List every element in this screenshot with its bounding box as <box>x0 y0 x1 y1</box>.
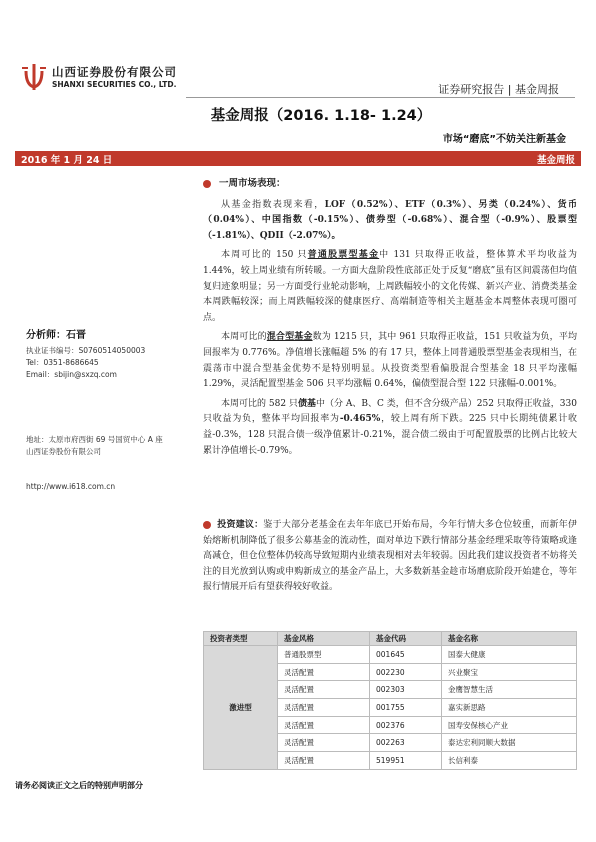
investor-type-cell: 激进型 <box>204 646 278 770</box>
table-header-cell: 投资者类型 <box>204 632 278 646</box>
report-type: 证券研究报告 | 基金周报 <box>438 83 559 96</box>
market-performance-section <box>203 176 577 459</box>
report-title: 基金周报（2016. 1.18- 1.24） <box>210 108 432 124</box>
recommended-funds-table <box>203 631 577 770</box>
company-logo <box>22 61 222 101</box>
fund-code-cell: 001755 <box>370 699 442 717</box>
investment-advice-section <box>203 518 577 596</box>
fund-name-cell: 金鹰智慧生活 <box>442 681 577 699</box>
bond-fund-paragraph: 本周可比的 582 只债基中（分 A、B、C 类，但不含分级产品）252 只取得正收益，330 只收益为负，整体平均回报率为-0.465%，较上周有所下跌。225 只中长期纯债累计收益-0.3%，128 只混合债一级净值累计-0.21%，混合债二级由于可配置股票的比例占比较大累计净值增长-0.79%。 <box>203 398 577 456</box>
company-name-en: SHANXI SECURITIES CO., LTD. <box>52 80 177 89</box>
table-header-cell: 基金名称 <box>442 632 577 646</box>
report-category: 基金周报 <box>536 155 575 166</box>
fund-style-cell: 灵活配置 <box>278 734 370 752</box>
company-logo-icon <box>22 63 46 91</box>
fund-name-cell: 国寿安保核心产业 <box>442 716 577 734</box>
disclaimer-notice: 请务必阅读正文之后的特别声明部分 <box>15 781 143 790</box>
company-name-cn: 山西证券股份有限公司 <box>52 65 177 79</box>
company-website[interactable]: http://www.i618.com.cn <box>26 482 116 491</box>
fund-style-cell: 灵活配置 <box>278 663 370 681</box>
company-address: 地址：太原市府西街 69 号国贸中心 A 座 <box>26 435 163 444</box>
fund-style-cell: 灵活配置 <box>278 699 370 717</box>
fund-name-cell: 兴业聚宝 <box>442 663 577 681</box>
fund-name-cell: 泰达宏利同顺大数据 <box>442 734 577 752</box>
fund-code-cell: 001645 <box>370 646 442 664</box>
stock-fund-paragraph: 本周可比的 150 只普通股票型基金中 131 只取得正收益，整体算术平均收益为 1.44%，较上周业绩有所转暖。一方面大盘阶段性底部正处于反复“磨底”虽有区间震荡但均值复归迹象明显；另一方面受行业轮动影响，上周跌幅较小的文化传媒、新兴产业、消费类基金本周跌幅较深；而上周跌幅较深的健康医疗、高端制造等相关主题基金本周整体表现可圈可点。 <box>203 250 577 323</box>
table-header-row <box>204 632 577 646</box>
report-date: 2016 年 1 月 24 日 <box>21 155 113 166</box>
header-divider <box>186 97 575 98</box>
section-heading-market: 一周市场表现： <box>203 176 577 192</box>
date-band <box>15 151 581 166</box>
fund-name-cell: 国泰大健康 <box>442 646 577 664</box>
fund-style-cell: 灵活配置 <box>278 752 370 770</box>
company-website-block <box>26 481 191 493</box>
analyst-info <box>26 330 191 381</box>
bullet-icon <box>203 180 211 188</box>
report-subtitle: 市场“磨底”不妨关注新基金 <box>442 134 566 145</box>
fund-code-cell: 002230 <box>370 663 442 681</box>
fund-style-cell: 普通股票型 <box>278 646 370 664</box>
fund-name-cell: 嘉实新思路 <box>442 699 577 717</box>
fund-index-paragraph: 从基金指数表现来看，LOF（0.52%）、ETF（0.3%）、另类（0.24%）、货币（0.04%）、中国指数（-0.15%）、债券型（-0.68%）、混合型（-0.9%）、股票型（-1.81%）、QDII（-2.07%）。 <box>203 199 577 241</box>
fund-code-cell: 002376 <box>370 716 442 734</box>
investment-advice-paragraph: 投资建议：鉴于大部分老基金在去年年底已开始布局，今年行情大多仓位较重，而新年伊始熔断机制降低了很多公募基金的流动性，面对单边下跌行情部分基金经理采取等待策略或逢高减仓，但仓位整体仍较高导致短期内业绩表现相对去年较弱。因此我们建议投资者不妨将关注的目光放到认购或申购新成立的基金产品上，大多数新基金趁市场磨底阶段开始建仓，等年报行情展开后有望获得较好收益。 <box>203 520 577 593</box>
license-number: 执业证书编号：S0760514050003 <box>26 346 146 355</box>
table-header-cell: 基金风格 <box>278 632 370 646</box>
fund-code-cell: 519951 <box>370 752 442 770</box>
fund-style-cell: 灵活配置 <box>278 716 370 734</box>
bullet-icon <box>203 521 211 529</box>
fund-style-cell: 灵活配置 <box>278 681 370 699</box>
fund-name-cell: 长信利泰 <box>442 752 577 770</box>
analyst-name: 分析师：石晋 <box>26 330 86 341</box>
fund-code-cell: 002303 <box>370 681 442 699</box>
table-row <box>204 646 577 664</box>
hybrid-fund-paragraph: 本周可比的混合型基金数为 1215 只，其中 961 只取得正收益，151 只收益为负，平均回报率为 0.776%。净值增长涨幅超 5% 的有 17 只，整体上同普通股票型基金表现相当，在震荡市中混合型基金优势不是特别明显。从投资类型看偏股混合型基金 18 只平均涨幅 1.29%，灵活配置型基金 506 只平均涨幅 0.64%，偏债型混合型 122 只涨幅-0.001%。 <box>203 332 577 390</box>
analyst-email: Email：sbijin@sxzq.com <box>26 370 117 379</box>
fund-code-cell: 002263 <box>370 734 442 752</box>
table-header-cell: 基金代码 <box>370 632 442 646</box>
company-address-block <box>26 434 191 458</box>
analyst-tel: Tel：0351-8686645 <box>26 358 99 367</box>
company-name-sidebar: 山西证券股份有限公司 <box>26 447 101 456</box>
